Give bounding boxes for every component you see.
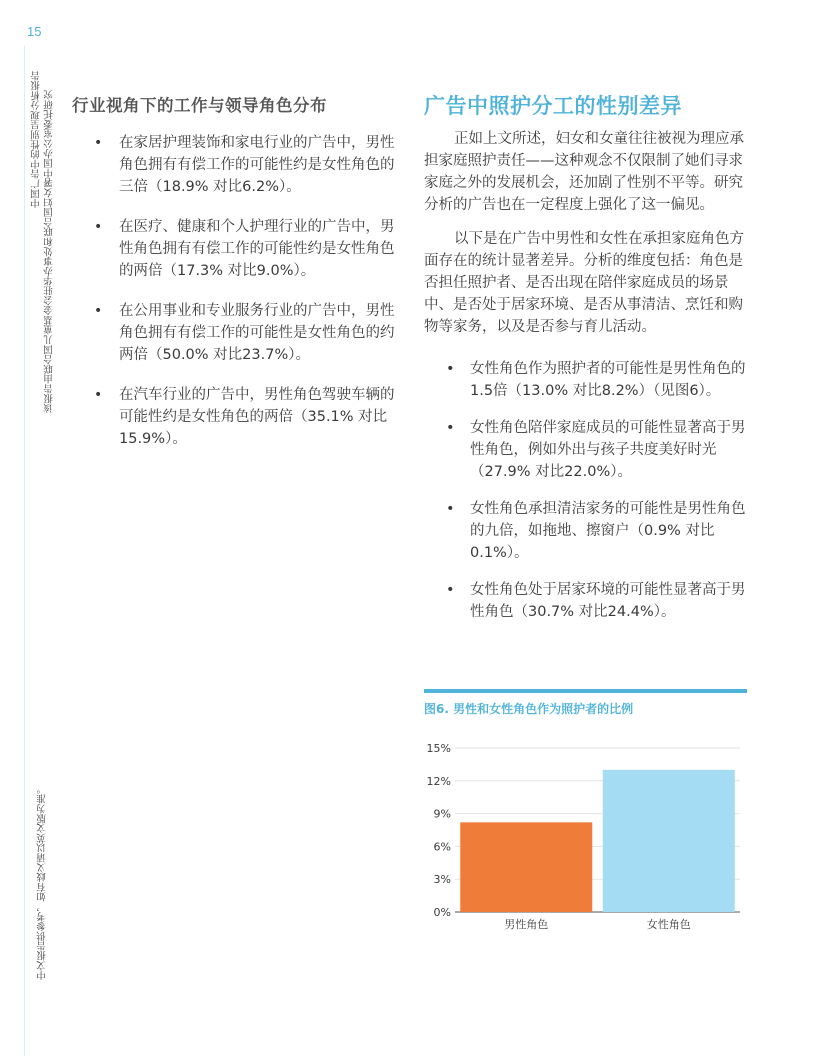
bullet-dot: • — [94, 219, 103, 235]
bullet-dot: • — [94, 135, 103, 151]
caregiver-bar-chart — [410, 735, 755, 940]
y-tick-label: 12% — [426, 774, 451, 788]
disclaimer-vertical: 中文报告供参考，如有歧义请以英文版为准。 — [37, 784, 48, 980]
y-tick-label: 6% — [433, 840, 451, 854]
bullet-item — [72, 132, 402, 198]
margin-rule — [24, 46, 25, 1056]
x-category-label: 女性角色 — [646, 918, 691, 931]
page-number: 15 — [27, 24, 42, 39]
bullet-dot: • — [446, 420, 455, 436]
bullet-item — [72, 384, 402, 450]
bullet-item — [424, 498, 746, 564]
bullet-text: 在汽车行业的广告中，男性角色驾驶车辆的可能性约是女性角色的两倍（35.1% 对比15.9%）。 — [119, 387, 395, 447]
bullet-text: 女性角色承担清洁家务的可能性是男性角色的九倍，如拖地、擦窗户（0.9% 对比0.1%）。 — [470, 501, 746, 561]
bullet-dot: • — [446, 501, 455, 517]
bullet-item — [72, 300, 402, 366]
bar-female — [603, 770, 735, 912]
bar-male — [460, 822, 592, 912]
y-tick-label: 3% — [433, 873, 451, 887]
paragraph-dimensions: 以下是在广告中男性和女性在承担家庭角色方面存在的统计显著差异。分析的维度包括：角色是否担任照护者、是否出现在陪伴家庭成员的场景中、是否处于居家环境、是否从事清洁、烹饪和购物等家务，以及是否参与育儿活动。 — [424, 231, 744, 335]
left-column — [72, 92, 402, 468]
y-tick-label: 15% — [426, 742, 451, 755]
bullet-item — [424, 579, 746, 623]
bullet-dot: • — [94, 303, 103, 319]
bullet-item — [72, 216, 402, 282]
x-category-label: 男性角色 — [504, 918, 549, 931]
commission-note-vertical: 该报告由联合国儿童基金会驻华办事处和联合国妇女署中国办公室委托研究 — [44, 89, 55, 413]
bullet-text: 女性角色处于居家环境的可能性显著高于男性角色（30.7% 对比24.4%）。 — [470, 582, 746, 620]
bullet-dot: • — [94, 387, 103, 403]
bullet-text: 女性角色作为照护者的可能性是男性角色的1.5倍（13.0% 对比8.2%）（见图6）。 — [470, 361, 746, 399]
industry-bullet-list — [72, 132, 402, 450]
figure-title: 图6. 男性和女性角色作为照护者的比例 — [424, 702, 634, 716]
report-title-vertical: 中国广告中的性别呈现分析报告 — [31, 70, 42, 208]
bullet-dot: • — [446, 361, 455, 377]
section-heading-care: 广告中照护分工的性别差异 — [424, 94, 682, 118]
bullet-item — [424, 358, 746, 402]
bullet-text: 在家居护理装饰和家电行业的广告中，男性角色拥有有偿工作的可能性约是女性角色的三倍（18.9% 对比6.2%）。 — [119, 135, 395, 195]
section-heading-industry: 行业视角下的工作与领导角色分布 — [72, 96, 327, 115]
bullet-text: 在公用事业和专业服务行业的广告中，男性角色拥有有偿工作的可能性是女性角色的约两倍（50.0% 对比23.7%）。 — [119, 303, 395, 363]
care-bullet-list — [424, 358, 746, 623]
right-column — [424, 90, 746, 638]
bullet-text: 女性角色陪伴家庭成员的可能性显著高于男性角色，例如外出与孩子共度美好时光（27.9% 对比22.0%）。 — [470, 420, 746, 480]
paragraph-intro: 正如上文所述，妇女和女童往往被视为理应承担家庭照护责任——这种观念不仅限制了她们寻求家庭之外的发展机会，还加剧了性别不平等。研究分析的广告也在一定程度上强化了这一偏见。 — [424, 131, 744, 213]
bullet-dot: • — [446, 582, 455, 598]
y-tick-label: 9% — [433, 807, 451, 821]
bullet-text: 在医疗、健康和个人护理行业的广告中，男性角色拥有有偿工作的可能性约是女性角色的两倍（17.3% 对比9.0%）。 — [119, 219, 395, 279]
figure-top-rule — [424, 689, 747, 693]
bullet-item — [424, 417, 746, 483]
y-tick-label: 0% — [433, 906, 451, 919]
